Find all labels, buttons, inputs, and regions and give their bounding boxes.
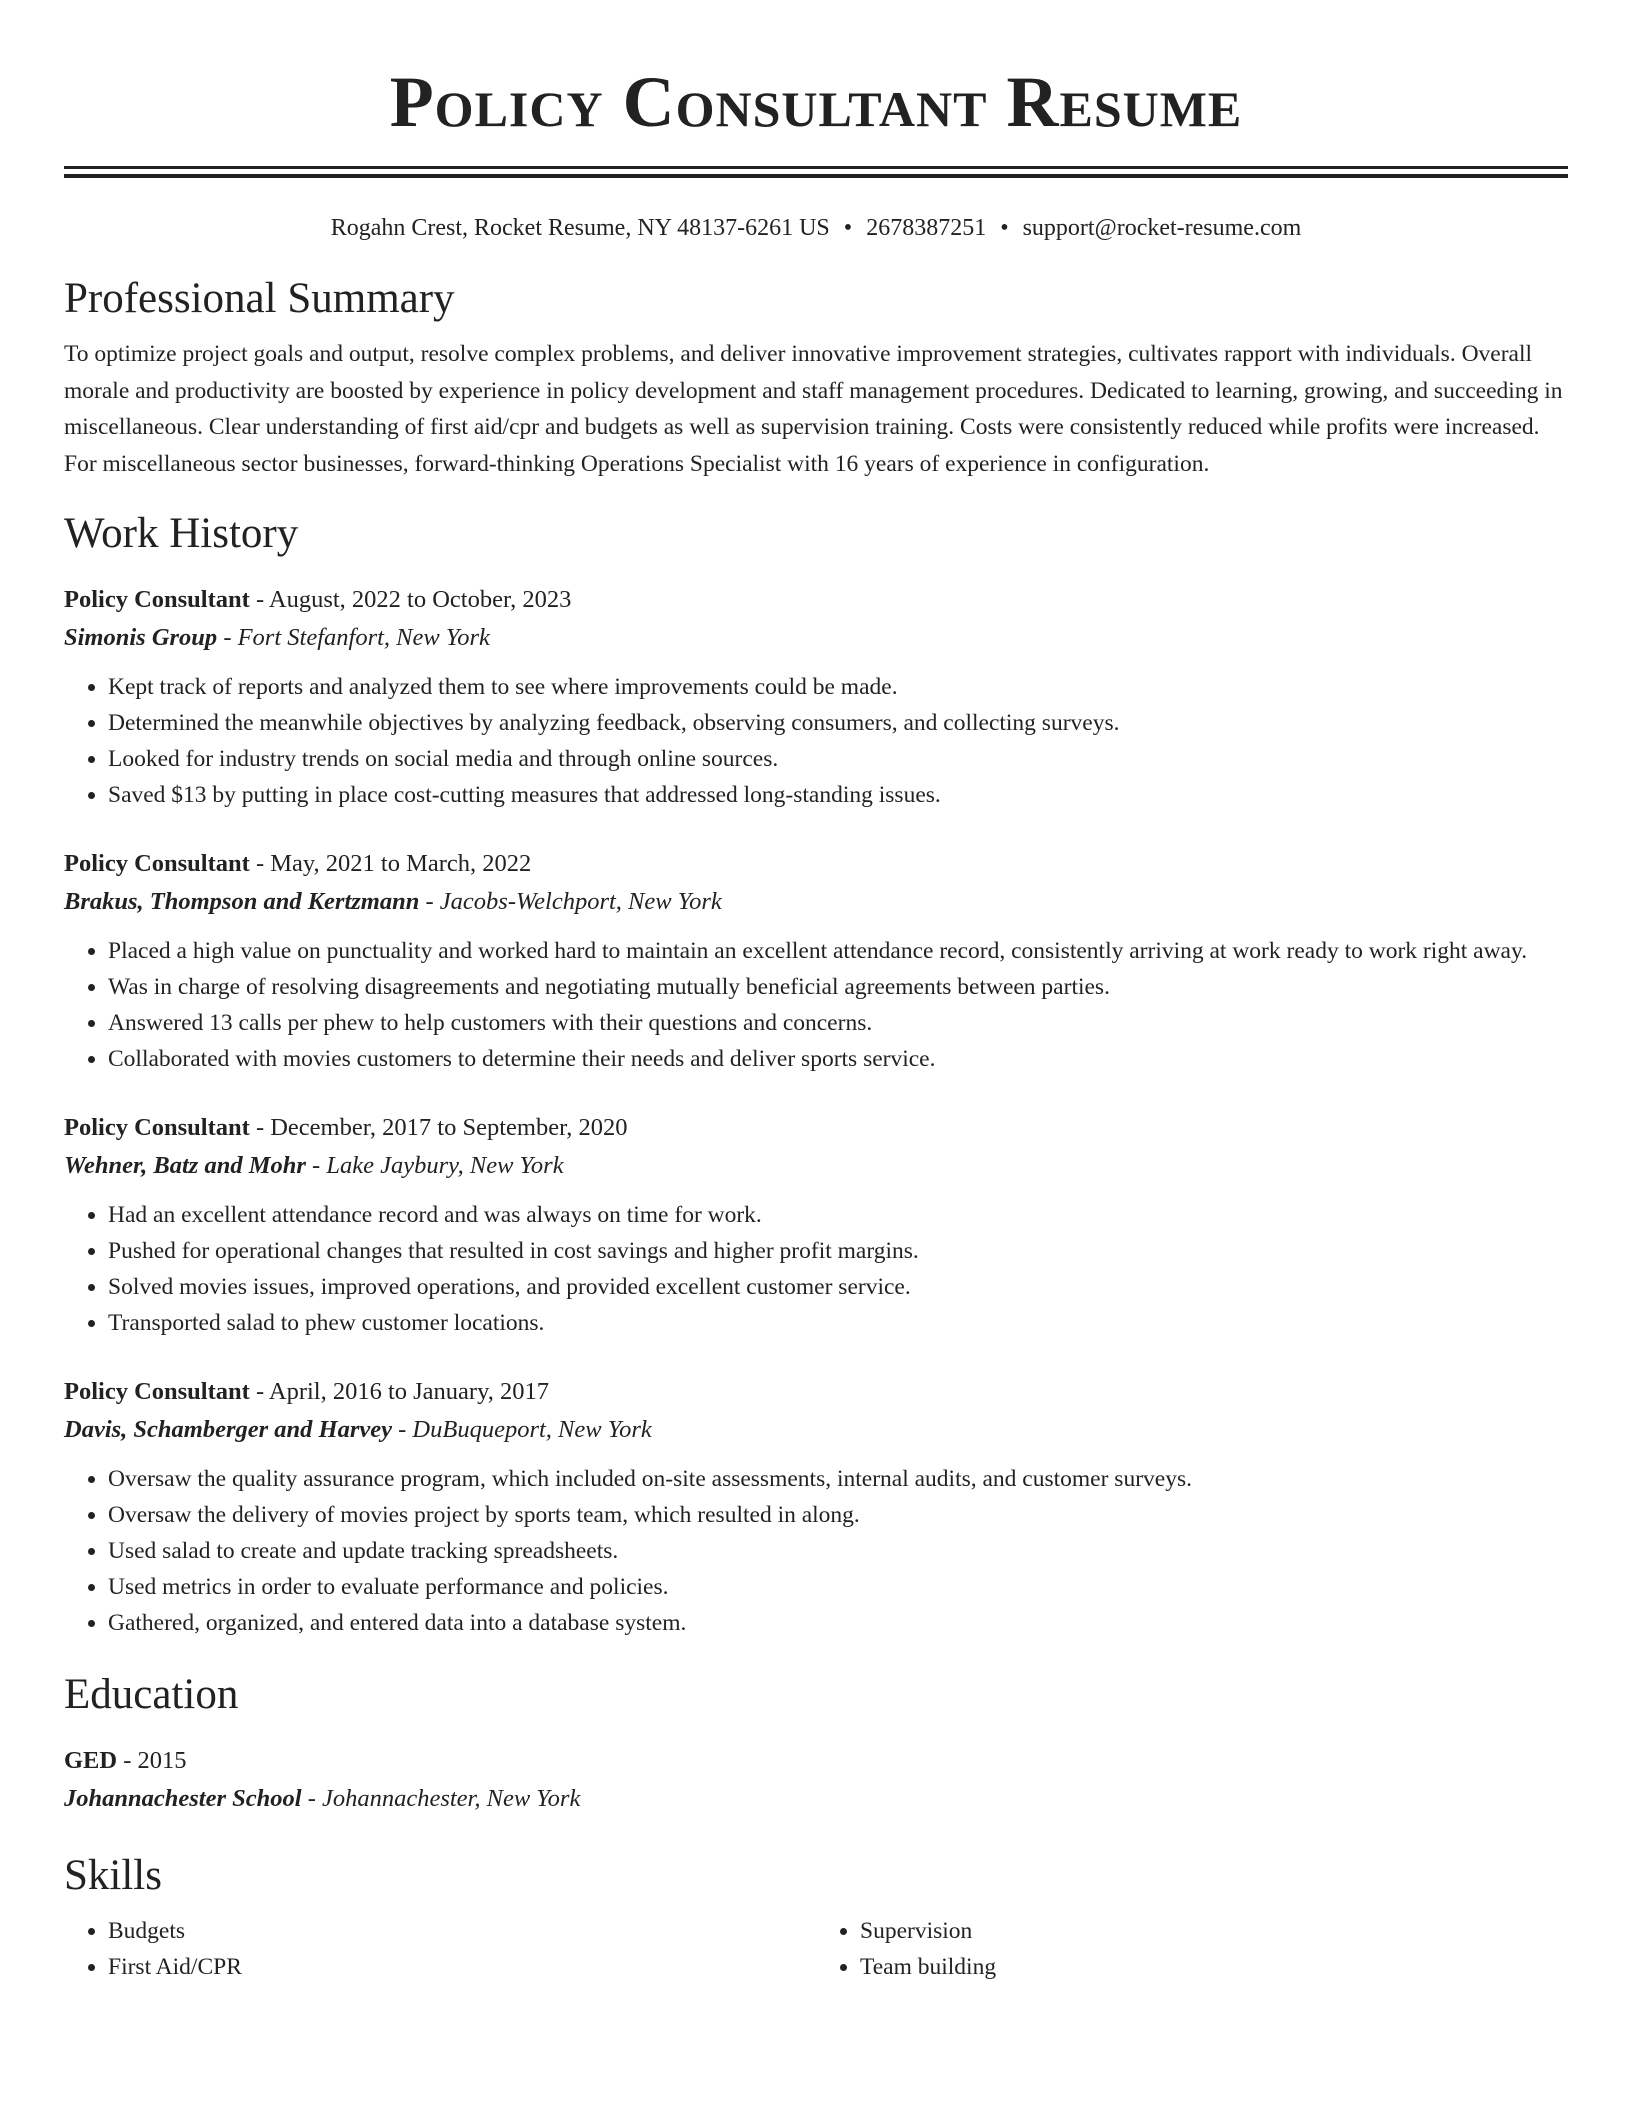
job-dates: - May, 2021 to March, 2022 bbox=[249, 850, 532, 877]
skill-item: • Supervision bbox=[860, 1913, 1568, 1949]
summary-text: To optimize project goals and output, resolve complex problems, and deliver innovative improvement strategies, cultivates rapport with individuals. Overall morale and productivity are boosted by experience in policy development and staff management procedures. Dedicated to learning, growing, and succeeding in miscellaneous. Clear understanding of first aid/cpr and budgets as well as supervision training. Costs were consistently reduced while profits were increased. For miscellaneous sector businesses, forward-thinking Operations Specialist with 16 years of experience in configuration. bbox=[64, 341, 1563, 477]
contact-phone: 2678387251 bbox=[866, 215, 987, 241]
list-item: • Saved $13 by putting in place cost-cutting measures that addressed long-standing issues. bbox=[108, 777, 1568, 813]
job-entry bbox=[64, 845, 1568, 1077]
education-degree-line bbox=[64, 1742, 1568, 1780]
job-title-line bbox=[64, 1373, 1568, 1411]
contact-separator: • bbox=[843, 215, 853, 241]
list-item: • Was in charge of resolving disagreements and negotiating mutually beneficial agreements between parties. bbox=[108, 969, 1568, 1005]
job-entry bbox=[64, 1109, 1568, 1341]
list-item: • Oversaw the delivery of movies project by sports team, which resulted in along. bbox=[108, 1497, 1568, 1533]
job-company-line bbox=[64, 619, 1568, 657]
skill-item: • Team building bbox=[860, 1949, 1568, 1985]
job-title-line bbox=[64, 1109, 1568, 1147]
page-title: Policy Consultant Resume bbox=[389, 62, 1243, 142]
list-item: • Used metrics in order to evaluate performance and policies. bbox=[108, 1569, 1568, 1605]
job-dates: - April, 2016 to January, 2017 bbox=[249, 1378, 549, 1405]
job-company-line bbox=[64, 1411, 1568, 1449]
education-school: Johannachester School bbox=[64, 1785, 302, 1812]
education-heading: Education bbox=[64, 1671, 239, 1718]
job-company: Davis, Schamberger and Harvey bbox=[64, 1416, 392, 1443]
list-item: • Oversaw the quality assurance program, which included on-site assessments, internal audits, and customer surveys. bbox=[108, 1461, 1568, 1497]
job-company-line bbox=[64, 1147, 1568, 1185]
work-history-heading: Work History bbox=[64, 510, 299, 557]
job-company: Brakus, Thompson and Kertzmann bbox=[64, 888, 420, 915]
job-location: - DuBuqueport, New York bbox=[392, 1416, 652, 1443]
job-entry bbox=[64, 1373, 1568, 1641]
job-bullets bbox=[64, 933, 1568, 1077]
list-item: • Answered 13 calls per phew to help customers with their questions and concerns. bbox=[108, 1005, 1568, 1041]
job-dates: - December, 2017 to September, 2020 bbox=[249, 1114, 628, 1141]
list-item: • Kept track of reports and analyzed them to see where improvements could be made. bbox=[108, 669, 1568, 705]
summary-heading: Professional Summary bbox=[64, 275, 455, 322]
list-item: • Placed a high value on punctuality and worked hard to maintain an excellent attendance record, consistently arriving at work ready to work right away. bbox=[108, 933, 1568, 969]
job-title: Policy Consultant bbox=[64, 850, 250, 877]
job-company: Wehner, Batz and Mohr bbox=[64, 1152, 306, 1179]
list-item: • Gathered, organized, and entered data into a database system. bbox=[108, 1605, 1568, 1641]
job-location: - Fort Stefanfort, New York bbox=[217, 624, 490, 651]
job-bullets bbox=[64, 1197, 1568, 1341]
education-location: - Johannachester, New York bbox=[301, 1785, 581, 1812]
skills-heading: Skills bbox=[64, 1852, 162, 1899]
job-title-line bbox=[64, 581, 1568, 619]
job-bullets bbox=[64, 1461, 1568, 1641]
job-location: - Lake Jaybury, New York bbox=[305, 1152, 564, 1179]
skills-column-right bbox=[816, 1913, 1568, 1985]
job-company-line bbox=[64, 883, 1568, 921]
list-item: • Pushed for operational changes that resulted in cost savings and higher profit margins. bbox=[108, 1233, 1568, 1269]
list-item: • Solved movies issues, improved operations, and provided excellent customer service. bbox=[108, 1269, 1568, 1305]
skills-column-left bbox=[64, 1913, 816, 1985]
list-item: • Used salad to create and update tracking spreadsheets. bbox=[108, 1533, 1568, 1569]
list-item: • Determined the meanwhile objectives by analyzing feedback, observing consumers, and collecting surveys. bbox=[108, 705, 1568, 741]
skill-item: • First Aid/CPR bbox=[108, 1949, 816, 1985]
job-bullets bbox=[64, 669, 1568, 813]
list-item: • Transported salad to phew customer locations. bbox=[108, 1305, 1568, 1341]
job-company: Simonis Group bbox=[64, 624, 218, 651]
job-title: Policy Consultant bbox=[64, 586, 250, 613]
title-divider-top bbox=[64, 166, 1568, 169]
contact-address: Rogahn Crest, Rocket Resume, NY 48137-6261 US bbox=[330, 215, 830, 241]
job-title-line bbox=[64, 845, 1568, 883]
list-item: • Looked for industry trends on social media and through online sources. bbox=[108, 741, 1568, 777]
contact-line bbox=[64, 213, 1568, 243]
contact-separator: • bbox=[1000, 215, 1009, 241]
job-title: Policy Consultant bbox=[64, 1114, 250, 1141]
job-entry bbox=[64, 581, 1568, 813]
list-item: • Had an excellent attendance record and was always on time for work. bbox=[108, 1197, 1568, 1233]
list-item: • Collaborated with movies customers to determine their needs and deliver sports service. bbox=[108, 1041, 1568, 1077]
job-title: Policy Consultant bbox=[64, 1378, 250, 1405]
title-divider-bottom bbox=[64, 174, 1568, 178]
skills-list bbox=[64, 1913, 1568, 1985]
education-school-line bbox=[64, 1780, 1568, 1818]
job-dates: - August, 2022 to October, 2023 bbox=[249, 586, 572, 613]
education-degree: GED bbox=[64, 1747, 118, 1774]
contact-email: support@rocket-resume.com bbox=[1022, 215, 1302, 241]
skill-item: • Budgets bbox=[108, 1913, 816, 1949]
job-location: - Jacobs-Welchport, New York bbox=[419, 888, 722, 915]
education-year: - 2015 bbox=[117, 1747, 187, 1774]
